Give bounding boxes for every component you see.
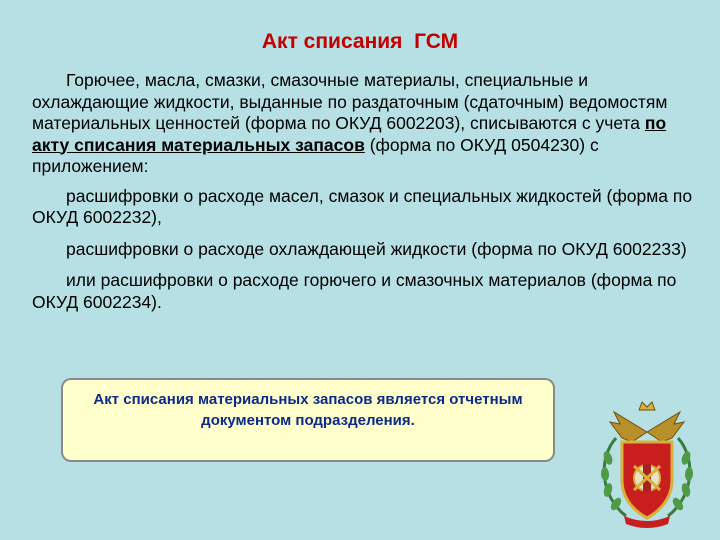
note-box — [61, 378, 555, 462]
main-paragraph — [32, 70, 696, 178]
note-text: Акт списания материальных запасов является отчетным документом подразделения. — [93, 391, 523, 429]
paragraph-text-start: Горючее, масла, смазки, смазочные материалы, специальные и охлаждающие жидкости, выданные по раздаточным (сдаточным) ведомостям материальных ценностей (форма по ОКУД 6002203), списываются с учета — [32, 70, 668, 133]
eagle-emblem-icon — [594, 398, 700, 530]
slide-title: Акт списания ГСМ — [261, 30, 459, 53]
paragraph-text-end: (форма по ОКУД 0504230) с приложением: — [32, 134, 599, 176]
list-item: расшифровки о расходе охлаждающей жидкости (форма по ОКУД 6002233) — [66, 238, 687, 259]
list-item: расшифровки о расходе масел, смазок и специальных жидкостей (форма по ОКУД 6002232), — [32, 185, 693, 227]
list-item: или расшифровки о расходе горючего и смазочных материалов (форма по ОКУД 6002234). — [32, 270, 677, 312]
body-text — [32, 70, 696, 323]
write-off-act-link[interactable]: по акту списания материальных запасов — [32, 113, 667, 155]
